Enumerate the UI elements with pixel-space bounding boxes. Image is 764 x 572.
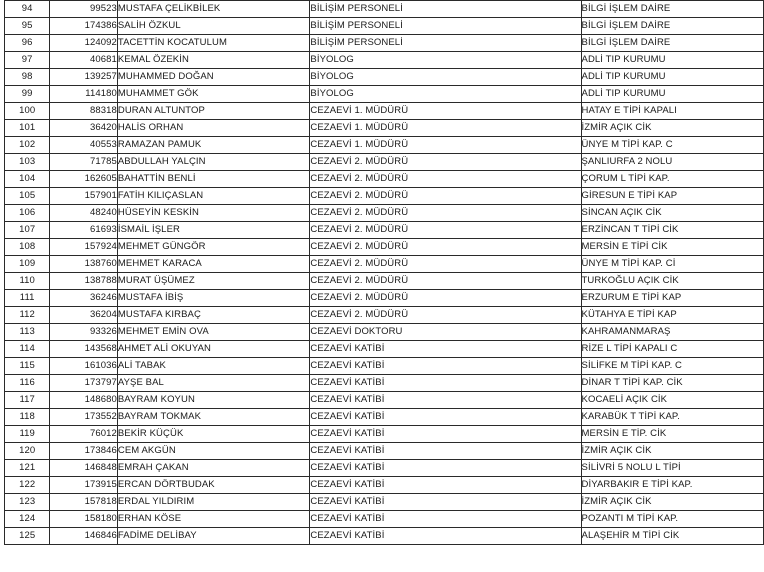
table-row	[5, 120, 764, 137]
registry-number-cell: 124092	[50, 35, 118, 52]
full-name-cell: MUHAMMED DOĞAN	[117, 69, 310, 86]
table-row	[5, 154, 764, 171]
assigned-unit-cell: SİLİFKE M TİPİ KAP. C	[581, 358, 763, 375]
full-name-cell: ALİ TABAK	[117, 358, 310, 375]
table-row	[5, 494, 764, 511]
registry-number-cell: 158180	[50, 511, 118, 528]
row-number-cell: 109	[5, 256, 50, 273]
position-title-cell: CEZAEVİ 2. MÜDÜRÜ	[310, 222, 581, 239]
row-number-cell: 113	[5, 324, 50, 341]
registry-number-cell: 157924	[50, 239, 118, 256]
full-name-cell: MUSTAFA İBİŞ	[117, 290, 310, 307]
position-title-cell: CEZAEVİ KATİBİ	[310, 426, 581, 443]
table-row	[5, 1, 764, 18]
personnel-table-body	[5, 1, 764, 545]
assigned-unit-cell: HATAY E TİPİ KAPALI	[581, 103, 763, 120]
row-number-cell: 100	[5, 103, 50, 120]
full-name-cell: BEKİR KÜÇÜK	[117, 426, 310, 443]
full-name-cell: EMRAH ÇAKAN	[117, 460, 310, 477]
full-name-cell: MUSTAFA ÇELİKBİLEK	[117, 1, 310, 18]
position-title-cell: CEZAEVİ KATİBİ	[310, 409, 581, 426]
row-number-cell: 101	[5, 120, 50, 137]
table-row	[5, 477, 764, 494]
assigned-unit-cell: DİYARBAKIR E TİPİ KAP.	[581, 477, 763, 494]
full-name-cell: HALİS ORHAN	[117, 120, 310, 137]
table-row	[5, 528, 764, 545]
row-number-cell: 105	[5, 188, 50, 205]
table-row	[5, 69, 764, 86]
row-number-cell: 98	[5, 69, 50, 86]
table-row	[5, 239, 764, 256]
table-row	[5, 205, 764, 222]
full-name-cell: CEM AKGÜN	[117, 443, 310, 460]
position-title-cell: CEZAEVİ 2. MÜDÜRÜ	[310, 273, 581, 290]
position-title-cell: CEZAEVİ 2. MÜDÜRÜ	[310, 171, 581, 188]
assigned-unit-cell: ADLİ TIP KURUMU	[581, 69, 763, 86]
table-row	[5, 307, 764, 324]
row-number-cell: 106	[5, 205, 50, 222]
assigned-unit-cell: BİLGİ İŞLEM DAİRE	[581, 1, 763, 18]
position-title-cell: CEZAEVİ KATİBİ	[310, 375, 581, 392]
registry-number-cell: 146848	[50, 460, 118, 477]
registry-number-cell: 36420	[50, 120, 118, 137]
table-row	[5, 86, 764, 103]
row-number-cell: 96	[5, 35, 50, 52]
full-name-cell: MEHMET GÜNGÖR	[117, 239, 310, 256]
registry-number-cell: 173846	[50, 443, 118, 460]
assigned-unit-cell: KARABÜK T TİPİ KAP.	[581, 409, 763, 426]
row-number-cell: 121	[5, 460, 50, 477]
row-number-cell: 118	[5, 409, 50, 426]
registry-number-cell: 174386	[50, 18, 118, 35]
table-row	[5, 358, 764, 375]
registry-number-cell: 148680	[50, 392, 118, 409]
position-title-cell: CEZAEVİ 1. MÜDÜRÜ	[310, 137, 581, 154]
position-title-cell: CEZAEVİ 2. MÜDÜRÜ	[310, 205, 581, 222]
registry-number-cell: 71785	[50, 154, 118, 171]
assigned-unit-cell: ADLİ TIP KURUMU	[581, 52, 763, 69]
position-title-cell: BİYOLOG	[310, 86, 581, 103]
registry-number-cell: 143568	[50, 341, 118, 358]
row-number-cell: 124	[5, 511, 50, 528]
position-title-cell: CEZAEVİ KATİBİ	[310, 528, 581, 545]
assigned-unit-cell: BİLGİ İŞLEM DAİRE	[581, 35, 763, 52]
row-number-cell: 104	[5, 171, 50, 188]
position-title-cell: BİLİŞİM PERSONELİ	[310, 18, 581, 35]
row-number-cell: 125	[5, 528, 50, 545]
row-number-cell: 115	[5, 358, 50, 375]
row-number-cell: 122	[5, 477, 50, 494]
full-name-cell: MUSTAFA KIRBAÇ	[117, 307, 310, 324]
table-row	[5, 460, 764, 477]
position-title-cell: CEZAEVİ KATİBİ	[310, 358, 581, 375]
position-title-cell: CEZAEVİ KATİBİ	[310, 460, 581, 477]
row-number-cell: 119	[5, 426, 50, 443]
registry-number-cell: 138760	[50, 256, 118, 273]
position-title-cell: BİLİŞİM PERSONELİ	[310, 35, 581, 52]
table-row	[5, 188, 764, 205]
assigned-unit-cell: ÜNYE M TİPİ KAP. Cİ	[581, 256, 763, 273]
registry-number-cell: 114180	[50, 86, 118, 103]
position-title-cell: CEZAEVİ 2. MÜDÜRÜ	[310, 307, 581, 324]
full-name-cell: FADİME DELİBAY	[117, 528, 310, 545]
registry-number-cell: 157901	[50, 188, 118, 205]
position-title-cell: CEZAEVİ 1. MÜDÜRÜ	[310, 120, 581, 137]
registry-number-cell: 61693	[50, 222, 118, 239]
position-title-cell: CEZAEVİ 2. MÜDÜRÜ	[310, 290, 581, 307]
full-name-cell: KEMAL ÖZEKİN	[117, 52, 310, 69]
position-title-cell: CEZAEVİ KATİBİ	[310, 443, 581, 460]
position-title-cell: CEZAEVİ KATİBİ	[310, 494, 581, 511]
assigned-unit-cell: KAHRAMANMARAŞ	[581, 324, 763, 341]
assigned-unit-cell: SİNCAN AÇIK CİK	[581, 205, 763, 222]
personnel-table	[4, 0, 764, 545]
registry-number-cell: 173552	[50, 409, 118, 426]
full-name-cell: SALİH ÖZKUL	[117, 18, 310, 35]
full-name-cell: ERHAN KÖSE	[117, 511, 310, 528]
full-name-cell: FATİH KILIÇASLAN	[117, 188, 310, 205]
table-row	[5, 35, 764, 52]
position-title-cell: CEZAEVİ DOKTORU	[310, 324, 581, 341]
assigned-unit-cell: GİRESUN E TİPİ KAP	[581, 188, 763, 205]
registry-number-cell: 146846	[50, 528, 118, 545]
table-row	[5, 392, 764, 409]
assigned-unit-cell: SİLİVRİ 5 NOLU L TİPİ	[581, 460, 763, 477]
row-number-cell: 102	[5, 137, 50, 154]
row-number-cell: 112	[5, 307, 50, 324]
table-row	[5, 443, 764, 460]
position-title-cell: CEZAEVİ 1. MÜDÜRÜ	[310, 103, 581, 120]
assigned-unit-cell: ŞANLIURFA 2 NOLU	[581, 154, 763, 171]
registry-number-cell: 139257	[50, 69, 118, 86]
full-name-cell: AHMET ALİ OKUYAN	[117, 341, 310, 358]
assigned-unit-cell: RİZE L TİPİ KAPALI C	[581, 341, 763, 358]
position-title-cell: CEZAEVİ 2. MÜDÜRÜ	[310, 239, 581, 256]
row-number-cell: 103	[5, 154, 50, 171]
registry-number-cell: 173915	[50, 477, 118, 494]
row-number-cell: 95	[5, 18, 50, 35]
full-name-cell: BAYRAM TOKMAK	[117, 409, 310, 426]
row-number-cell: 97	[5, 52, 50, 69]
table-row	[5, 273, 764, 290]
registry-number-cell: 36204	[50, 307, 118, 324]
table-row	[5, 256, 764, 273]
registry-number-cell: 99523	[50, 1, 118, 18]
assigned-unit-cell: İZMİR AÇIK CİK	[581, 494, 763, 511]
assigned-unit-cell: MERSİN E TİP. CİK	[581, 426, 763, 443]
assigned-unit-cell: ERZİNCAN T TİPİ CİK	[581, 222, 763, 239]
table-row	[5, 290, 764, 307]
table-row	[5, 409, 764, 426]
registry-number-cell: 36246	[50, 290, 118, 307]
row-number-cell: 99	[5, 86, 50, 103]
position-title-cell: CEZAEVİ KATİBİ	[310, 477, 581, 494]
position-title-cell: BİYOLOG	[310, 69, 581, 86]
full-name-cell: RAMAZAN PAMUK	[117, 137, 310, 154]
registry-number-cell: 157818	[50, 494, 118, 511]
assigned-unit-cell: ÇORUM L TİPİ KAP.	[581, 171, 763, 188]
full-name-cell: MEHMET KARACA	[117, 256, 310, 273]
assigned-unit-cell: TURKOĞLU AÇIK CİK	[581, 273, 763, 290]
registry-number-cell: 161036	[50, 358, 118, 375]
table-row	[5, 341, 764, 358]
position-title-cell: CEZAEVİ KATİBİ	[310, 392, 581, 409]
registry-number-cell: 162605	[50, 171, 118, 188]
assigned-unit-cell: ERZURUM E TİPİ KAP	[581, 290, 763, 307]
table-row	[5, 511, 764, 528]
assigned-unit-cell: KÜTAHYA E TİPİ KAP	[581, 307, 763, 324]
full-name-cell: DURAN ALTUNTOP	[117, 103, 310, 120]
full-name-cell: MEHMET EMİN OVA	[117, 324, 310, 341]
table-row	[5, 171, 764, 188]
full-name-cell: İSMAİL İŞLER	[117, 222, 310, 239]
table-row	[5, 137, 764, 154]
table-row	[5, 103, 764, 120]
row-number-cell: 110	[5, 273, 50, 290]
row-number-cell: 111	[5, 290, 50, 307]
registry-number-cell: 93326	[50, 324, 118, 341]
full-name-cell: MURAT ÜŞÜMEZ	[117, 273, 310, 290]
table-row	[5, 375, 764, 392]
full-name-cell: AYŞE BAL	[117, 375, 310, 392]
assigned-unit-cell: KOCAELİ AÇIK CİK	[581, 392, 763, 409]
registry-number-cell: 173797	[50, 375, 118, 392]
row-number-cell: 123	[5, 494, 50, 511]
row-number-cell: 116	[5, 375, 50, 392]
position-title-cell: BİLİŞİM PERSONELİ	[310, 1, 581, 18]
assigned-unit-cell: İZMİR AÇIK CİK	[581, 120, 763, 137]
full-name-cell: BAHATTİN BENLİ	[117, 171, 310, 188]
row-number-cell: 120	[5, 443, 50, 460]
full-name-cell: HÜSEYİN KESKİN	[117, 205, 310, 222]
assigned-unit-cell: BİLGİ İŞLEM DAİRE	[581, 18, 763, 35]
position-title-cell: CEZAEVİ 2. MÜDÜRÜ	[310, 256, 581, 273]
table-row	[5, 52, 764, 69]
assigned-unit-cell: ALAŞEHİR M TİPİ CİK	[581, 528, 763, 545]
position-title-cell: CEZAEVİ KATİBİ	[310, 341, 581, 358]
full-name-cell: TACETTİN KOCATULUM	[117, 35, 310, 52]
assigned-unit-cell: MERSİN E TİPİ CİK	[581, 239, 763, 256]
assigned-unit-cell: ADLİ TIP KURUMU	[581, 86, 763, 103]
assigned-unit-cell: DİNAR T TİPİ KAP. CİK	[581, 375, 763, 392]
registry-number-cell: 138788	[50, 273, 118, 290]
full-name-cell: ERDAL YILDIRIM	[117, 494, 310, 511]
position-title-cell: BİYOLOG	[310, 52, 581, 69]
position-title-cell: CEZAEVİ 2. MÜDÜRÜ	[310, 188, 581, 205]
table-row	[5, 222, 764, 239]
registry-number-cell: 40681	[50, 52, 118, 69]
registry-number-cell: 88318	[50, 103, 118, 120]
assigned-unit-cell: ÜNYE M TİPİ KAP. C	[581, 137, 763, 154]
assigned-unit-cell: İZMİR AÇIK CİK	[581, 443, 763, 460]
registry-number-cell: 76012	[50, 426, 118, 443]
full-name-cell: BAYRAM KOYUN	[117, 392, 310, 409]
registry-number-cell: 40553	[50, 137, 118, 154]
table-row	[5, 324, 764, 341]
full-name-cell: MUHAMMET GÖK	[117, 86, 310, 103]
table-row	[5, 18, 764, 35]
full-name-cell: ERCAN DÖRTBUDAK	[117, 477, 310, 494]
row-number-cell: 114	[5, 341, 50, 358]
row-number-cell: 94	[5, 1, 50, 18]
assigned-unit-cell: POZANTI M TİPİ KAP.	[581, 511, 763, 528]
full-name-cell: ABDULLAH YALÇIN	[117, 154, 310, 171]
row-number-cell: 108	[5, 239, 50, 256]
table-row	[5, 426, 764, 443]
position-title-cell: CEZAEVİ 2. MÜDÜRÜ	[310, 154, 581, 171]
row-number-cell: 107	[5, 222, 50, 239]
row-number-cell: 117	[5, 392, 50, 409]
registry-number-cell: 48240	[50, 205, 118, 222]
position-title-cell: CEZAEVİ KATİBİ	[310, 511, 581, 528]
